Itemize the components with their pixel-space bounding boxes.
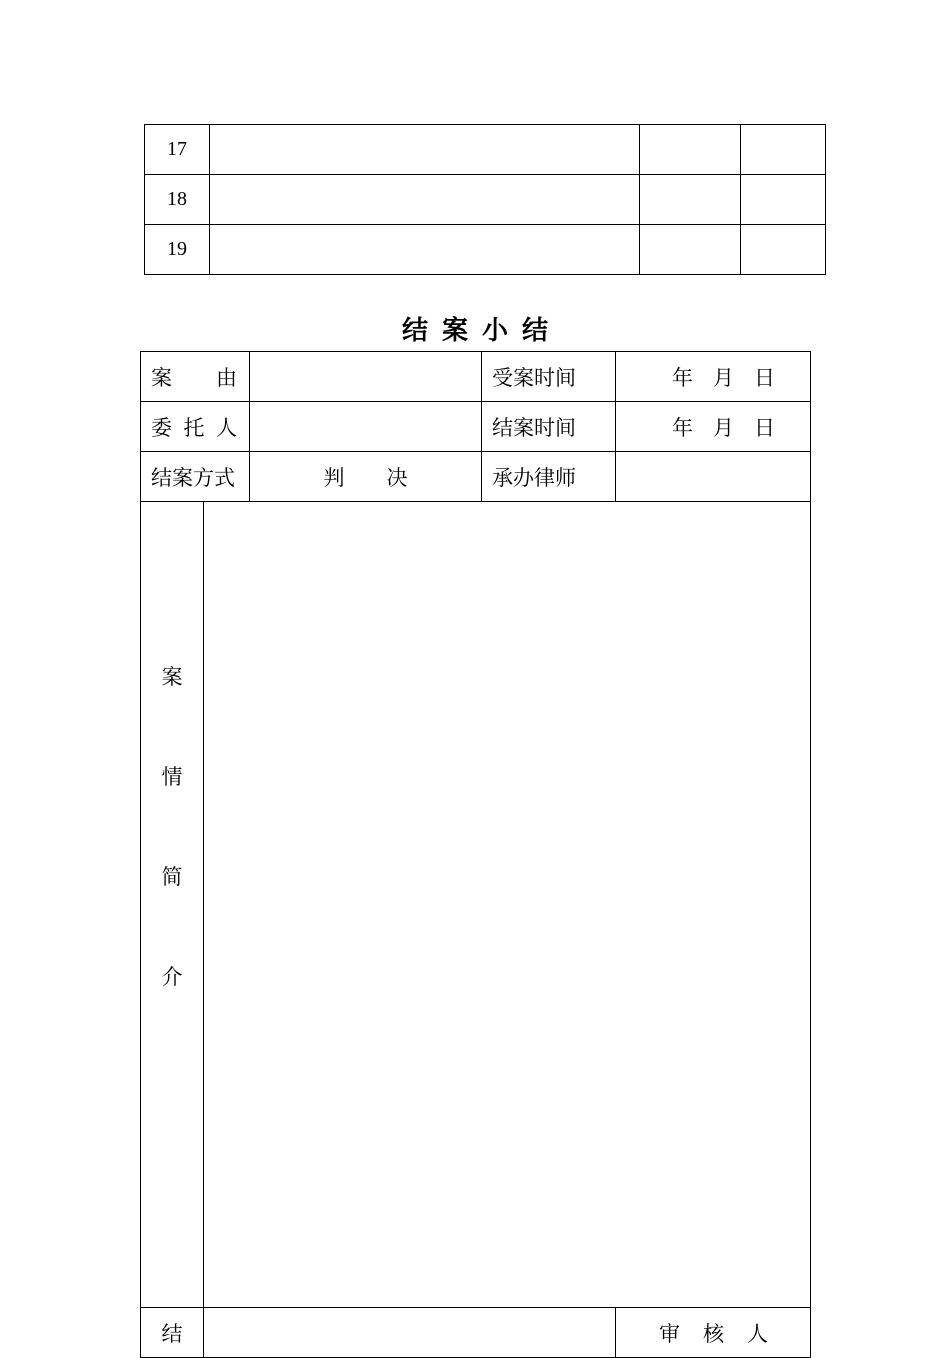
month-label: 月 — [713, 365, 734, 390]
table-row — [141, 502, 811, 1308]
label-char: 案 — [151, 365, 172, 390]
label-char: 人 — [216, 415, 237, 440]
year-label: 年 — [672, 365, 693, 390]
lawyer-field[interactable] — [616, 452, 811, 502]
close-time-field[interactable] — [616, 402, 811, 452]
table-row — [141, 352, 811, 402]
table-row — [141, 452, 811, 502]
client-field[interactable] — [250, 402, 482, 452]
table-row — [141, 402, 811, 452]
label-char: 人 — [747, 1321, 768, 1346]
label-char: 案 — [161, 665, 183, 689]
label-char: 介 — [161, 965, 183, 989]
label-char: 审 — [659, 1321, 680, 1346]
table-row — [141, 1308, 811, 1358]
month-label: 月 — [713, 415, 734, 440]
row-cell[interactable] — [640, 225, 741, 275]
row-cell[interactable] — [640, 125, 741, 175]
row-cell[interactable] — [640, 175, 741, 225]
accept-time-label: 受案时间 — [482, 352, 616, 402]
case-reason-label — [141, 352, 250, 402]
title-char: 小 — [482, 316, 523, 346]
row-number: 19 — [145, 225, 210, 275]
title-char: 案 — [441, 316, 482, 346]
result-label: 结 — [141, 1308, 204, 1358]
close-method-field[interactable] — [250, 452, 482, 502]
result-field[interactable] — [204, 1308, 616, 1358]
case-intro-field[interactable] — [204, 502, 811, 1308]
case-log-table — [144, 124, 826, 275]
row-cell[interactable] — [741, 125, 826, 175]
row-number: 18 — [145, 175, 210, 225]
close-time-label: 结案时间 — [482, 402, 616, 452]
reviewer-label — [616, 1308, 811, 1358]
table-row — [145, 175, 826, 225]
lawyer-label: 承办律师 — [482, 452, 616, 502]
close-method-label: 结案方式 — [141, 452, 250, 502]
year-label: 年 — [672, 415, 693, 440]
case-reason-field[interactable] — [250, 352, 482, 402]
row-number: 17 — [145, 125, 210, 175]
row-cell[interactable] — [741, 225, 826, 275]
label-char: 核 — [703, 1321, 724, 1346]
day-label: 日 — [754, 365, 775, 390]
close-method-char: 决 — [386, 465, 408, 490]
client-label — [141, 402, 250, 452]
label-char: 简 — [161, 865, 183, 889]
accept-time-field[interactable] — [616, 352, 811, 402]
title-char: 结 — [401, 316, 442, 346]
table-row — [145, 125, 826, 175]
row-content-cell[interactable] — [210, 125, 640, 175]
day-label: 日 — [754, 415, 775, 440]
row-content-cell[interactable] — [210, 175, 640, 225]
table-row — [145, 225, 826, 275]
page-title — [140, 310, 810, 347]
row-content-cell[interactable] — [210, 225, 640, 275]
label-char: 委 — [151, 415, 172, 440]
case-summary-table — [140, 351, 811, 1358]
row-cell[interactable] — [741, 175, 826, 225]
label-char: 情 — [161, 765, 183, 789]
label-char: 由 — [216, 365, 237, 390]
close-method-char: 判 — [323, 465, 345, 490]
label-char: 托 — [183, 415, 205, 440]
title-char: 结 — [522, 316, 563, 346]
case-intro-label — [141, 502, 204, 1308]
